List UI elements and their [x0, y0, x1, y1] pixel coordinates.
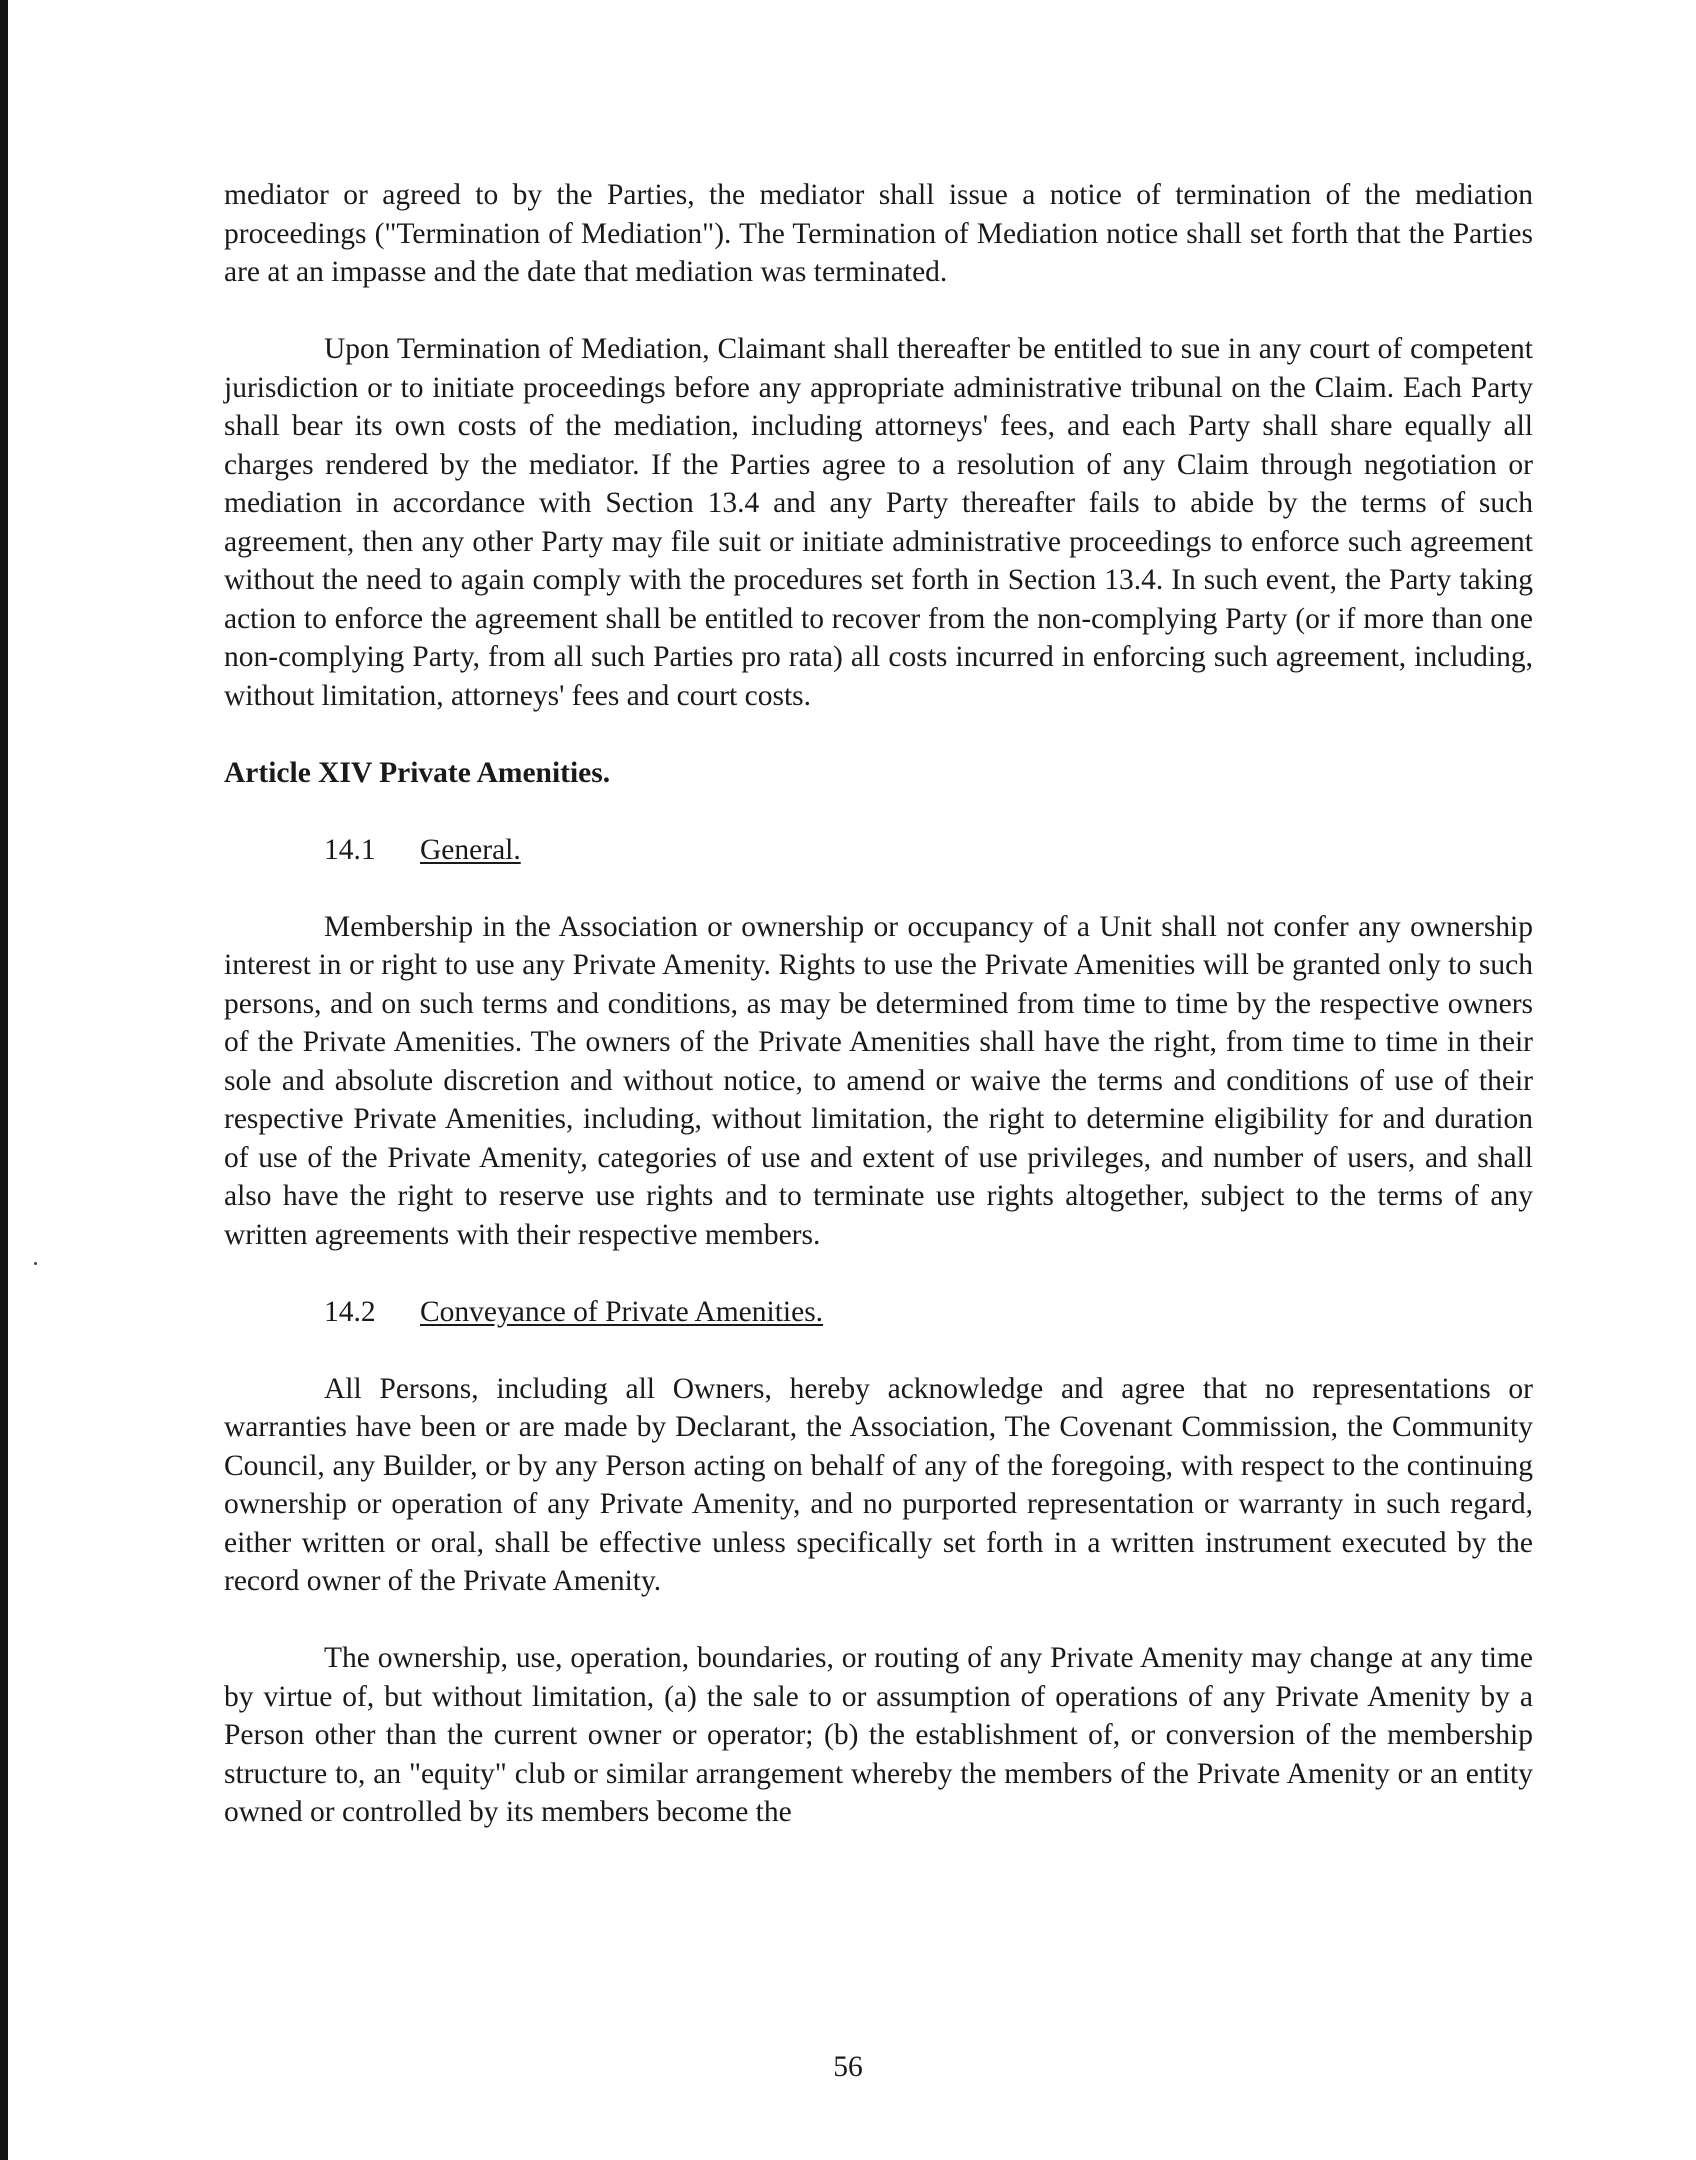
section-title: Conveyance of Private Amenities. — [420, 1295, 824, 1328]
section-number: 14.1 — [324, 833, 376, 866]
paragraph-termination-effects: Upon Termination of Mediation, Claimant shall thereafter be entitled to sue in any court of competent jurisdiction or to initiate proceedings before any appropriate administrative tribunal on the Claim. Each Party shall bear its own costs of the mediation, including attorneys' fees, and each Party shall share equally all charges rendered by the mediator. If the Parties agree to a resolution of any Claim through negotiation or mediation in accordance with Section 13.4 and any Party thereafter fails to abide by the terms of such agreement, then any other Party may file suit or initiate administrative proceedings to enforce such agreement without the need to again comply with the procedures set forth in Section 13.4. In such event, the Party taking action to enforce the agreement shall be entitled to recover from the non-complying Party (or if more than one non-complying Party, from all such Parties pro rata) all costs incurred in enforcing such agreement, including, without limitation, attorneys' fees and court costs. — [224, 333, 1533, 712]
paragraph-ownership-change: The ownership, use, operation, boundaries, or routing of any Private Amenity may change at any time by virtue of, but without limitation, (a) the sale to or assumption of operations of any Private Amenity by a Person other than the current owner or operator; (b) the establishment of, or conversion of the membership structure to, an "equity" club or similar arrangement whereby the members of the Private Amenity or an entity owned or controlled by its members become the — [224, 1642, 1533, 1828]
paragraph-gap — [224, 792, 1533, 831]
paragraph-gap — [224, 869, 1533, 908]
scan-speck — [34, 1262, 37, 1265]
section-number: 14.2 — [324, 1295, 376, 1328]
document-page — [224, 176, 1533, 1832]
article-heading: Article XIV Private Amenities. — [224, 756, 611, 789]
paragraph-gap — [224, 1601, 1533, 1640]
paragraph-gap — [224, 715, 1533, 754]
paragraph-gap — [224, 292, 1533, 331]
page-number: 56 — [833, 2051, 863, 2083]
section-title: General. — [420, 833, 521, 866]
paragraph-termination-notice: mediator or agreed to by the Parties, the mediator shall issue a notice of termination of the mediation proceedings ("Termination of Mediation"). The Termination of Mediation notice shall set forth that the Parties are at an impasse and the date that mediation was terminated. — [224, 179, 1533, 288]
section-heading-14-1 — [224, 831, 1533, 870]
paragraph-gap — [224, 1331, 1533, 1370]
paragraph-membership: Membership in the Association or ownership or occupancy of a Unit shall not confer any ownership interest in or right to use any Private Amenity. Rights to use the Private Amenities will be granted only to such persons, and on such terms and conditions, as may be determined from time to time by the respective owners of the Private Amenities. The owners of the Private Amenities shall have the right, from time to time in their sole and absolute discretion and without notice, to amend or waive the terms and conditions of use of their respective Private Amenities, including, without limitation, the right to determine eligibility for and duration of use of the Private Amenity, categories of use and extent of use privileges, and number of users, and shall also have the right to reserve use rights and to terminate use rights altogether, subject to the terms of any written agreements with their respective members. — [224, 910, 1533, 1251]
scan-border — [0, 0, 8, 2160]
paragraph-gap — [224, 1254, 1533, 1293]
paragraph-no-representations: All Persons, including all Owners, hereby acknowledge and agree that no representations or warranties have been or are made by Declarant, the Association, The Covenant Commission, the Community Council, any Builder, or by any Person acting on behalf of any of the foregoing, with respect to the continuing ownership or operation of any Private Amenity, and no purported representation or warranty in such regard, either written or oral, shall be effective unless specifically set forth in a written instrument executed by the record owner of the Private Amenity. — [224, 1372, 1533, 1597]
section-heading-14-2 — [224, 1293, 1533, 1332]
